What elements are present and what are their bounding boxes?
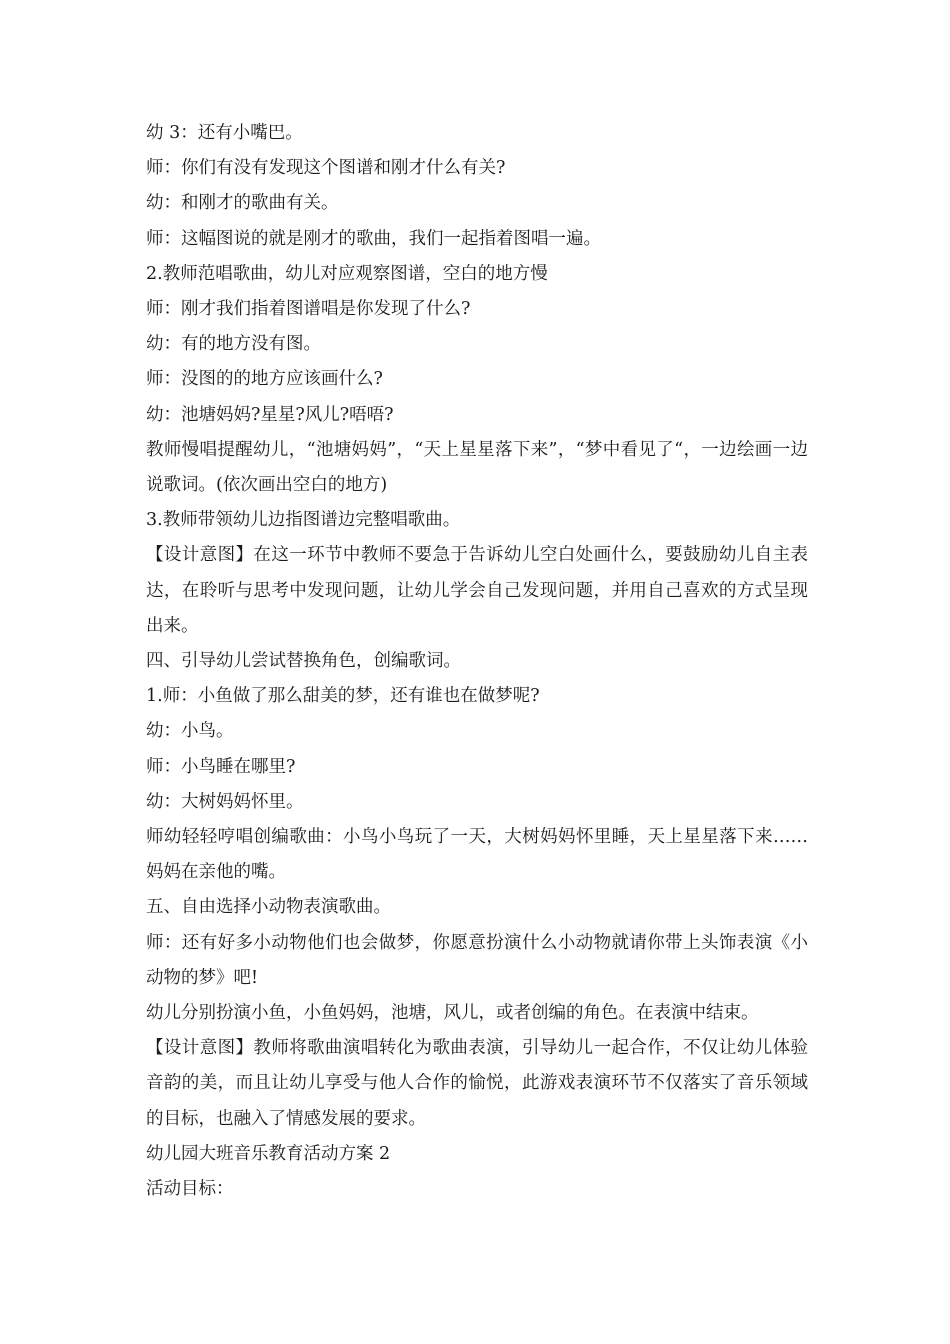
step-heading: 2.教师范唱歌曲，幼儿对应观察图谱，空白的地方慢 (146, 263, 548, 284)
body-paragraph: 幼儿分别扮演小鱼，小鱼妈妈，池塘，风儿，或者创编的角色。在表演中结束。 (146, 1003, 759, 1024)
step-heading: 3.教师带领幼儿边指图谱边完整唱歌曲。 (146, 510, 461, 531)
dialogue-line: 幼：池塘妈妈?星星?风儿?唔唔? (146, 404, 394, 425)
body-paragraph: 教师慢唱提醒幼儿，“池塘妈妈”，“天上星星落下来”，“梦中看见了“，一边绘画一边说歌词。(依次画出空白的地方) (146, 439, 808, 496)
body-paragraph: 师：还有好多小动物他们也会做梦，你愿意扮演什么小动物就请你带上头饰表演《小动物的梦》吧! (146, 932, 808, 988)
dialogue-line: 师：没图的的地方应该画什么? (146, 369, 383, 390)
dialogue-line: 幼：小鸟。 (146, 721, 234, 742)
dialogue-line: 幼 3：还有小嘴巴。 (146, 123, 303, 143)
document-body (146, 116, 808, 1207)
section-heading: 四、引导幼儿尝试替换角色，创编歌词。 (146, 651, 461, 672)
dialogue-line: 幼：大树妈妈怀里。 (146, 791, 304, 812)
dialogue-line: 1.师：小鱼做了那么甜美的梦，还有谁也在做梦呢? (146, 686, 540, 707)
dialogue-line: 师：这幅图说的就是刚才的歌曲，我们一起指着图唱一遍。 (146, 228, 601, 249)
subsection-heading: 活动目标： (146, 1179, 234, 1200)
dialogue-line: 幼：有的地方没有图。 (146, 334, 321, 355)
design-intent-paragraph: 【设计意图】在这一环节中教师不要急于告诉幼儿空白处画什么，要鼓励幼儿自主表达，在聆听与思考中发现问题，让幼儿学会自己发现问题，并用自己喜欢的方式呈现出来。 (146, 545, 808, 636)
dialogue-line: 师：你们有没有发现这个图谱和刚才什么有关? (146, 158, 506, 179)
body-paragraph: 师幼轻轻哼唱创编歌曲：小鸟小鸟玩了一天，大树妈妈怀里睡，天上星星落下来……妈妈在亲他的嘴。 (146, 827, 808, 883)
dialogue-line: 师：小鸟睡在哪里? (146, 756, 296, 777)
dialogue-line: 幼：和刚才的歌曲有关。 (146, 193, 339, 214)
section-heading: 五、自由选择小动物表演歌曲。 (146, 897, 391, 918)
design-intent-paragraph: 【设计意图】教师将歌曲演唱转化为歌曲表演，引导幼儿一起合作，不仅让幼儿体验音韵的美，而且让幼儿享受与他人合作的愉悦，此游戏表演环节不仅落实了音乐领域的目标，也融入了情感发展的要求。 (146, 1038, 808, 1129)
dialogue-line: 师：刚才我们指着图谱唱是你发现了什么? (146, 299, 471, 320)
plan-title: 幼儿园大班音乐教育活动方案 2 (146, 1143, 391, 1164)
